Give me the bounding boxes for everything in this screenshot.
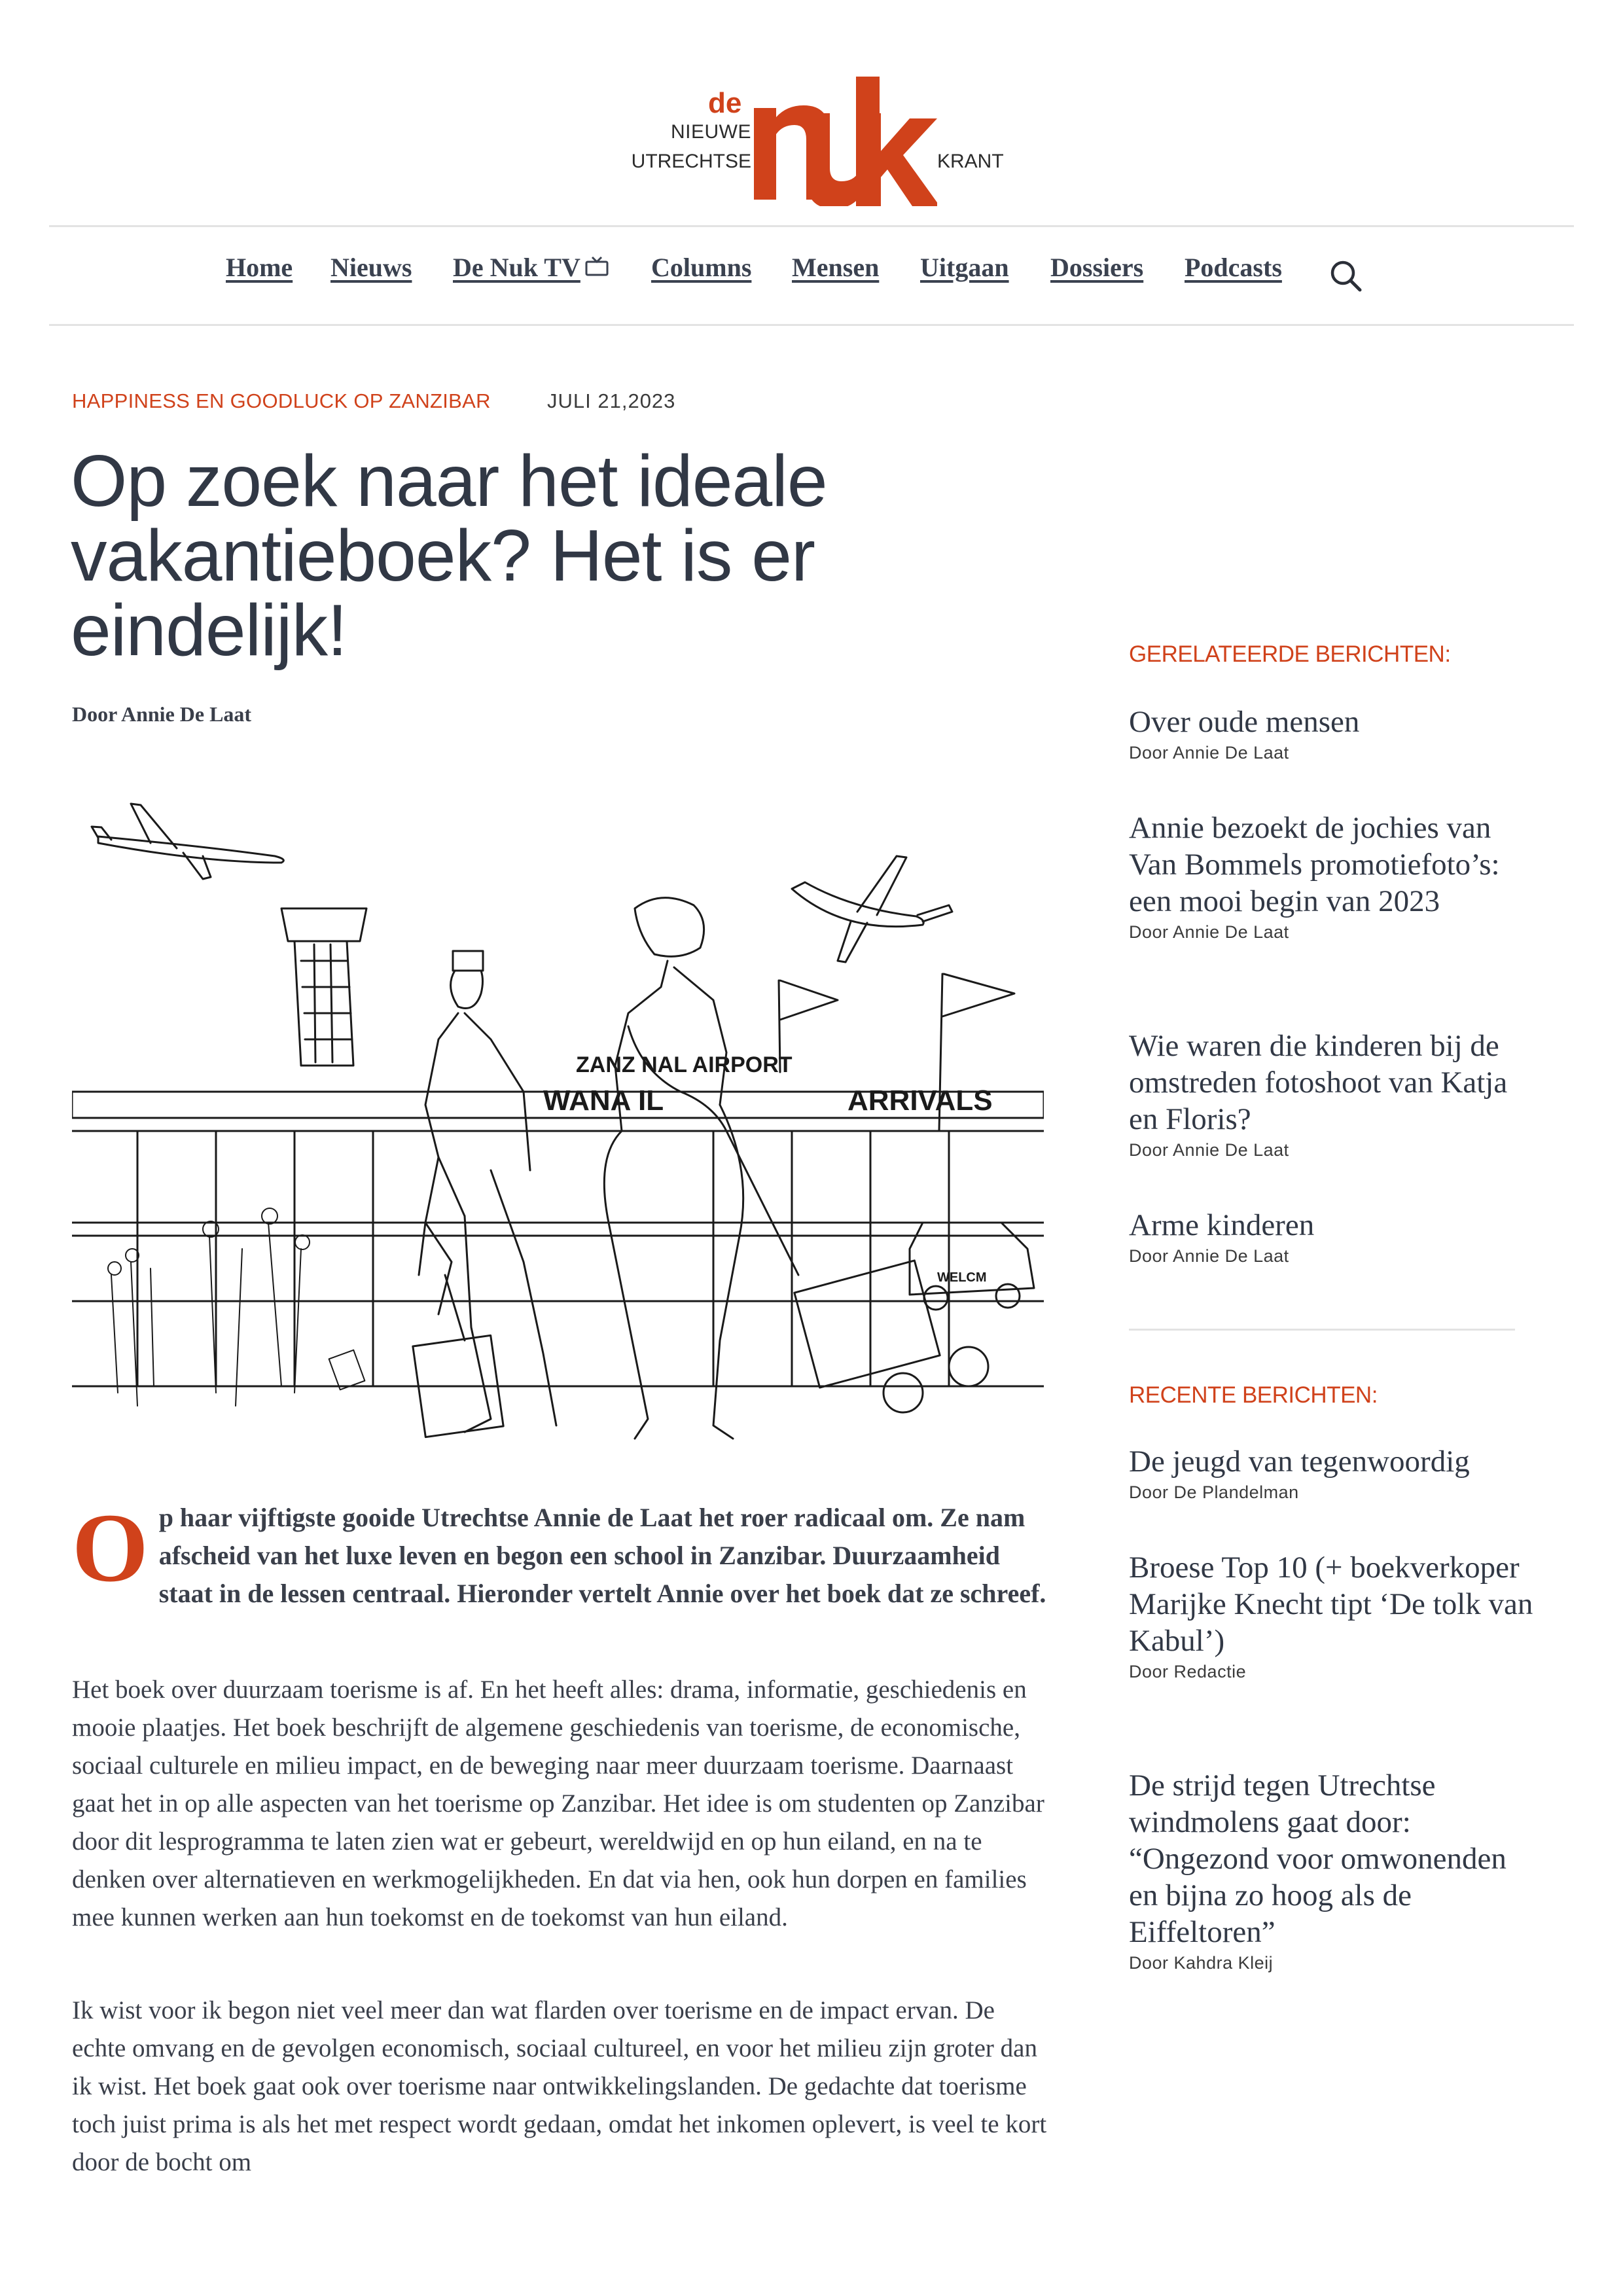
header-divider-bottom [49,324,1574,326]
article-byline: Door Annie De Laat [72,702,252,726]
article-category[interactable]: HAPPINESS EN GOODLUCK OP ZANZIBAR [72,389,491,412]
recent-item-title[interactable]: Broese Top 10 (+ boekverkoper Marijke Knecht tipt ‘De tolk van Kabul’) [1129,1551,1533,1658]
sign-arrivals: ARRIVALS [847,1085,993,1117]
article-illustration [72,764,1044,1463]
nav-home[interactable]: Home [226,253,293,282]
control-tower [281,908,366,1066]
related-item-author: Door Annie De Laat [1129,743,1289,762]
nav-podcasts[interactable]: Podcasts [1185,253,1282,282]
background-crowd [108,1208,365,1406]
header-divider-top [49,225,1574,227]
recent-item[interactable] [1129,1767,1535,1973]
article-paragraph-2: Ik wist voor ik begon niet veel meer dan wat flarden over toerisme en de impact ervan. De echte omvang en de gevolgen economisch, sociaal cultureel, en voor het milieu zijn groter dan ik wist. Het boek gaat ook over toerisme naar ontwikkelingslanden. De gedachte dat toerisme toch juist prima is als het met respect wordt gedaan, omdat het inkomen oplevert, is veel te kort door de bocht om [72,1996,1047,2176]
related-item[interactable] [1129,704,1535,763]
related-item-author: Door Annie De Laat [1129,922,1289,942]
nav-mensen[interactable]: Mensen [792,253,880,282]
nav-de-nuk-tv-label: De Nuk TV [453,253,580,282]
tv-icon [584,255,609,278]
recent-heading: RECENTE BERICHTEN: [1129,1382,1378,1408]
article-date: JULI 21,2023 [547,389,676,412]
search-icon [1327,257,1364,294]
article-paragraph-1: Het boek over duurzaam toerisme is af. En het heeft alles: drama, informatie, geschiedenis en mooie plaatjes. Het boek beschrijft de algemene geschiedenis van toerisme, de economische, sociaal culturele en milieu impact, en de beweging naar meer duurzaam toerisme. Daarnaast gaat het in op alle aspecten van het toerisme op Zanzibar. Het idee is om studenten op Zanzibar door dit lesprogramma te laten zien wat er gebeurt, wereldwijd en op hun eiland, en na te denken over alternatieven en werkmogelijkheden. En dat via hen, ook hun dorpen en families mee kunnen werken aan hun toekomst en de toekomst van hun eiland. [72,1676,1044,1931]
related-item-title[interactable]: Annie bezoekt de jochies van Van Bommels promotiefoto’s: een mooi begin van 2023 [1129,811,1500,918]
nav-nieuws[interactable]: Nieuws [330,253,412,282]
related-item-title[interactable]: Over oude mensen [1129,705,1360,739]
sign-airport-name: ZANZ NAL AIRPORT [576,1052,793,1077]
airplane-right-icon [792,856,952,962]
main-navigation [0,252,1623,291]
site-logo[interactable] [615,69,1034,209]
recent-item-author: Door Kahdra Kleij [1129,1953,1274,1973]
nav-dossiers[interactable]: Dossiers [1050,253,1144,282]
nav-uitgaan[interactable]: Uitgaan [920,253,1009,282]
recent-item-title[interactable]: De jeugd van tegenwoordig [1129,1444,1470,1479]
related-item-author: Door Annie De Laat [1129,1246,1289,1266]
recent-item[interactable] [1129,1549,1535,1682]
figure-traveler-right [604,898,988,1439]
figure-traveler-left [413,951,556,1437]
logo-nieuwe: NIEUWE [671,121,751,143]
sidebar-divider [1129,1329,1515,1331]
sign-wanawil: WANA IL [543,1085,664,1117]
recent-item-title[interactable]: De strijd tegen Utrechtse windmolens gaat door: “Ongezond voor omwonenden en bijna zo hoog als de Eiffeltoren” [1129,1768,1507,1949]
recent-item-author: Door De Plandelman [1129,1482,1299,1502]
nuk-logo-mark [754,69,937,206]
airplane-left-icon [92,804,283,879]
related-item[interactable] [1129,810,1535,942]
logo-utrechtse: UTRECHTSE [631,151,751,172]
article-title: Op zoek naar het ideale vakantieboek? Het is er eindelijk! [71,440,827,671]
dropcap: O [72,1494,149,1602]
related-item-author: Door Annie De Laat [1129,1140,1289,1160]
nav-columns[interactable]: Columns [651,253,752,282]
search-button[interactable] [1327,257,1364,294]
related-item-title[interactable]: Wie waren die kinderen bij de omstreden fotoshoot van Katja en Floris? [1129,1029,1508,1136]
nav-de-nuk-tv[interactable] [453,252,609,283]
article-lead [72,1494,1047,1613]
related-item-title[interactable]: Arme kinderen [1129,1208,1315,1242]
logo-krant: KRANT [937,151,1004,172]
related-item[interactable] [1129,1207,1535,1266]
related-heading: GERELATEERDE BERICHTEN: [1129,641,1451,667]
lead-text: p haar vijftigste gooide Utrechtse Annie de Laat het roer radicaal om. Ze nam afscheid van het luxe leven en begon een school in Zanzibar. Duurzaamheid staat in de lessen centraal. Hieronder vertelt Annie over het boek dat ze schreef. [158,1503,1046,1608]
recent-item-author: Door Redactie [1129,1662,1247,1681]
recent-item[interactable] [1129,1443,1535,1503]
related-item[interactable] [1129,1028,1535,1160]
airport-drawing [72,764,1044,1463]
car-sign: WELCM [937,1270,987,1285]
logo-de: de [708,87,742,119]
